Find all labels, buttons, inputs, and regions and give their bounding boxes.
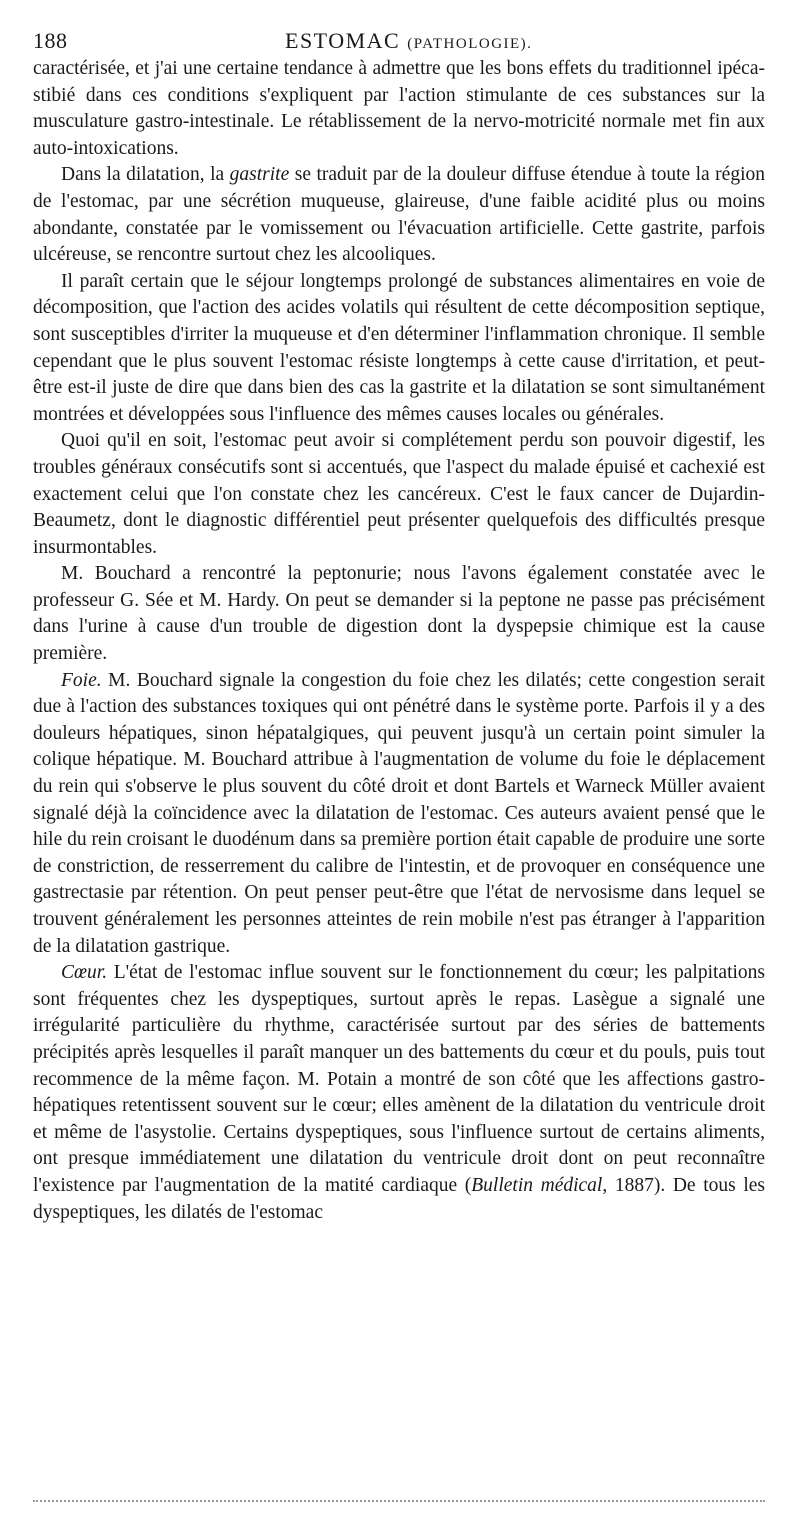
running-title-main: ESTOMAC	[285, 28, 401, 53]
text-run: se traduit par de la douleur diffuse étendue à toute la région de l'estomac, par une sécrétion muqueuse, glaireuse, d'une faible acidité plus ou moins abondante, constatée par le vomissement ou l'évacuation artificielle. Cette gastrite, parfois ulcéreuse, se rencontre surtout chez les alcooliques.	[33, 164, 765, 266]
running-head	[33, 22, 765, 56]
book-page	[33, 22, 765, 1226]
paragraph-peptonurie: M. Bouchard a rencontré la peptonurie; nous l'avons également constatée avec le professeur G. Sée et M. Hardy. On peut se demander si la peptone ne passe pas précisément dans l'urine à cause d'un trouble de digestion dont la dyspepsie chimique est la cause première.	[33, 563, 765, 665]
paragraph-continuation: caractérisée, et j'ai une certaine tendance à admettre que les bons effets du traditionnel ipéca-stibié dans ces conditions s'expliquent par l'action stimulante de ces substances sur la musculature gastro-intestinale. Le rétablissement de la nervo-motricité normale met fin aux auto-intoxications.	[33, 58, 765, 159]
paragraph-gastrite	[33, 162, 765, 268]
paragraph-decomposition: Il paraît certain que le séjour longtemps prolongé de substances alimentaires en voie de décomposition, que l'action des acides volatils qui résultent de cette décomposition septique, sont susceptibles d'irriter la muqueuse et d'en déterminer l'inflammation chronique. Il semble cependant que le plus souvent l'estomac résiste longtemps à cette cause d'irritation, et peut-être est-il juste de dire que dans bien des cas la gastrite et la dilatation se sont simultanément montrées et développées sous l'influence des mêmes causes locales ou générales.	[33, 270, 765, 425]
text-run: M. Bouchard signale la congestion du foie chez les dilatés; cette congestion serait due à l'action des substances toxiques qui ont pénétré dans le système porte. Parfois il y a des douleurs hépatiques, sinon hépatalgiques, qui peuvent jusqu'à un certain point simuler la colique hépatique. M. Bouchard attribue à l'augmentation de volume du foie le déplacement du rein qui s'observe le plus souvent du côté droit et dont Bartels et Warneck Müller avaient signalé déjà la coïncidence avec la dilatation de l'estomac. Ces auteurs avaient pensé que le hile du rein croisant le duodénum dans sa première portion était capable de produire une sorte de constriction, de resserrement du calibre de l'intestin, et de provoquer en conséquence une gastrectasie par rétention. On peut penser peut-être que l'état de nervosisme dans lequel se trouvent généralement les personnes atteintes de rein mobile n'est pas étranger à l'apparition de la dilatation gastrique.	[33, 669, 765, 957]
running-title	[285, 28, 532, 54]
paragraph-foie	[33, 668, 765, 961]
text-run: , 1887). De tous les dyspeptiques, les dilatés de l'estomac	[33, 1174, 765, 1223]
citation-title: Bulletin médical	[471, 1174, 603, 1196]
text-run: L'état de l'estomac influe souvent sur le fonctionnement du cœur; les palpitations sont fréquentes chez les dyspeptiques, surtout après le repas. Lasègue a signalé une irrégularité particulière du rhythme, caractérisée surtout par des séries de battements précipités après lesquelles il paraît manquer un des battements du cœur et du pouls, puis tout recommence de la même façon. M. Potain a montré de son côté que les affections gastro-hépatiques retentissent souvent sur le cœur; elles amènent de la dilatation du ventricule droit et même de l'asystolie. Certains dyspeptiques, sous l'influence surtout de certains aliments, ont presque immédiatement une dilatation du ventricule droit dont on peut reconnaître l'existence par l'augmentation de la matité cardiaque (	[33, 962, 765, 1196]
section-heading-foie: Foie.	[61, 669, 102, 691]
page-number: 188	[33, 28, 68, 53]
running-title-subtitle: (PATHOLOGIE).	[407, 36, 533, 52]
footer-dotted-rule	[33, 1500, 765, 1502]
text-run: Dans la dilatation, la	[61, 164, 230, 186]
paragraph-faux-cancer: Quoi qu'il en soit, l'estomac peut avoir si complétement perdu son pouvoir digestif, les troubles généraux consécutifs sont si accentués, que l'aspect du malade épuisé et cachexié est exactement celui que l'on constate chez les cancéreux. C'est le faux cancer de Dujardin-Beaumetz, dont le diagnostic différentiel peut présenter quelquefois des difficultés presque insurmontables.	[33, 430, 765, 558]
section-heading-coeur: Cœur.	[61, 962, 108, 984]
italic-term: gastrite	[229, 164, 290, 186]
body-text	[33, 56, 765, 1226]
paragraph-coeur	[33, 960, 765, 1226]
